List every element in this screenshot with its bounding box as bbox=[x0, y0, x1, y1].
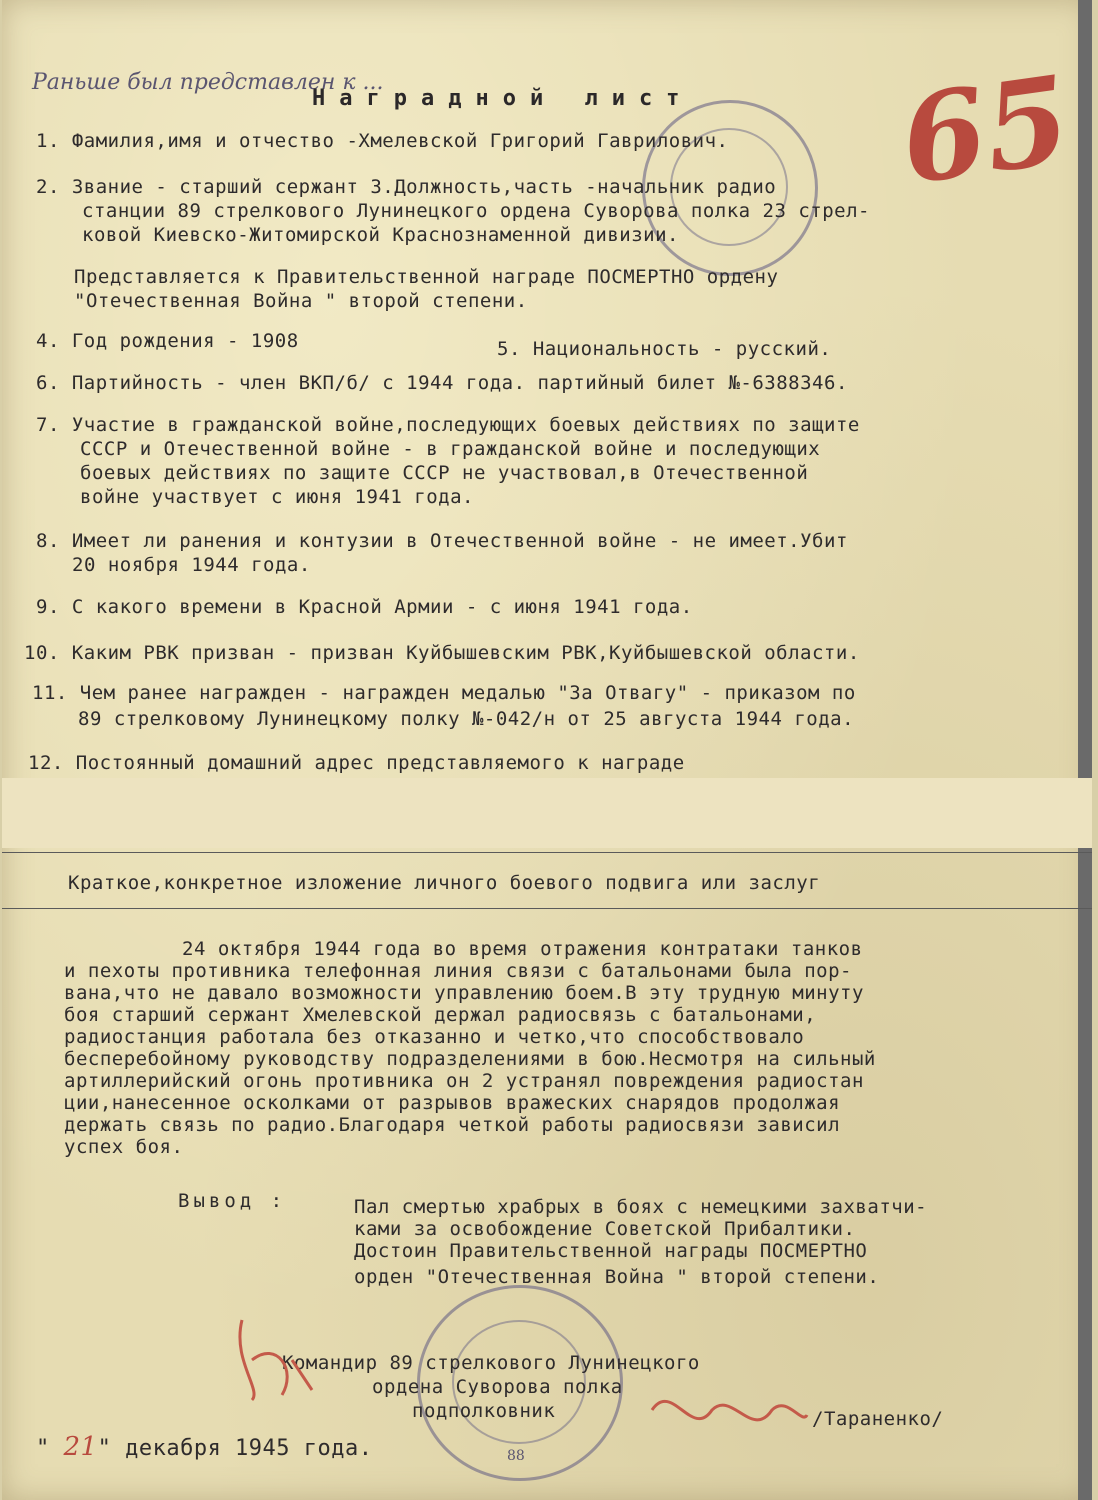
signature-line: Командир 89 стрелкового Лунинецкого bbox=[282, 1352, 700, 1374]
divider bbox=[2, 908, 1092, 909]
signature-line: ордена Суворова полка bbox=[372, 1376, 623, 1398]
handwritten-note-top: Раньше был представлен к ... bbox=[32, 70, 391, 95]
feat-line: держать связь по радио.Благодаря четкой работы радиосвязи зависил bbox=[64, 1114, 841, 1136]
document-title: Наградной лист bbox=[312, 86, 694, 111]
feat-line: боя старший сержант Хмелевской держал радиосвязь с батальонами, bbox=[64, 1004, 817, 1026]
divider bbox=[2, 852, 1092, 853]
red-signature-icon bbox=[642, 1370, 812, 1460]
field-row: станции 89 стрелкового Лунинецкого ордена Суворова полка 23 стрел- bbox=[82, 200, 870, 222]
feat-line: и пехоты противника телефонная линия связи с батальонами была пор- bbox=[64, 960, 852, 982]
field-row: 6. Партийность - член ВКП/б/ с 1944 года. партийный билет №-6388346. bbox=[36, 372, 848, 394]
field-row: 10. Каким РВК призван - призван Куйбышевским РВК,Куйбышевской области. bbox=[24, 642, 860, 664]
feat-line: ции,нанесенное осколками от разрывов вражеских снарядов продолжая bbox=[64, 1092, 841, 1114]
date-rest: декабря 1945 года. bbox=[125, 1436, 373, 1461]
field-row: боевых действиях по защите СССР не участвовал,в Отечественной bbox=[80, 462, 809, 484]
field-row: 9. С какого времени в Красной Армии - с июня 1941 года. bbox=[36, 596, 693, 618]
feat-heading: Краткое,конкретное изложение личного боевого подвига или заслуг bbox=[68, 872, 821, 894]
conclusion-label: Вывод : bbox=[178, 1190, 287, 1212]
field-row: СССР и Отечественной войне - в гражданской войне и последующих bbox=[80, 438, 821, 460]
feat-line: бесперебойному руководству подразделениями в бою.Несмотря на сильный bbox=[64, 1048, 876, 1070]
commander-name: /Тараненко/ bbox=[812, 1408, 944, 1430]
date-line: " 21" декабря 1945 года. bbox=[36, 1432, 373, 1462]
conclusion-line: ками за освобождение Советской Прибалтики. bbox=[354, 1218, 856, 1240]
signature-line: подполковник bbox=[412, 1400, 556, 1422]
feat-line: артиллерийский огонь противника он 2 устранял повреждения радиостан bbox=[64, 1070, 864, 1092]
field-row: 12. Постоянный домашний адрес представляемого к награде bbox=[28, 752, 685, 774]
field-row: 89 стрелковому Лунинецкому полку №-042/н от 25 августа 1944 года. bbox=[78, 708, 855, 730]
field-row: 2. Звание - старший сержант 3.Должность,часть -начальник радио bbox=[36, 176, 777, 198]
conclusion-line: орден "Отечественная Война " второй степени. bbox=[354, 1266, 880, 1288]
field-row: 20 ноября 1944 года. bbox=[72, 554, 311, 576]
red-signature-icon bbox=[222, 1300, 322, 1410]
conclusion-line: Пал смертью храбрых в боях с немецкими захватчи- bbox=[354, 1196, 928, 1218]
feat-line: радиостанция работала без отказанно и четко,что способствовало bbox=[64, 1026, 805, 1048]
field-row: Представляется к Правительственной награде ПОСМЕРТНО ордену bbox=[74, 266, 779, 288]
field-row: 4. Год рождения - 1908 bbox=[36, 330, 299, 352]
redacted-band bbox=[2, 778, 1092, 848]
field-row: 5. Национальность - русский. bbox=[497, 338, 832, 360]
feat-line: успех боя. bbox=[64, 1136, 184, 1158]
field-row: "Отечественная Война " второй степени. bbox=[74, 290, 528, 312]
conclusion-line: Достоин Правительственной награды ПОСМЕРТНО bbox=[354, 1240, 868, 1262]
field-row: ковой Киевско-Житомирской Краснознаменной дивизии. bbox=[82, 224, 679, 246]
field-row: 7. Участие в гражданской войне,последующих боевых действиях по защите bbox=[36, 414, 860, 436]
award-sheet bbox=[2, 0, 1092, 1500]
scan-edge bbox=[1078, 0, 1092, 1500]
date-day: 21 bbox=[63, 1432, 98, 1462]
feat-line: 24 октября 1944 года во время отражения контратаки танков bbox=[182, 938, 863, 960]
field-row: 11. Чем ранее награжден - награжден медалью "За Отвагу" - приказом по bbox=[32, 682, 856, 704]
corner-number: 65 bbox=[893, 49, 1078, 212]
field-row: 1. Фамилия,имя и отчество -Хмелевской Григорий Гаврилович. bbox=[36, 130, 729, 152]
feat-line: вана,что не давало возможности управлению боем.В эту трудную минуту bbox=[64, 982, 864, 1004]
stamp-number: 88 bbox=[507, 1448, 525, 1464]
field-row: войне участвует с июня 1941 года. bbox=[80, 486, 474, 508]
field-row: 8. Имеет ли ранения и контузии в Отечественной войне - не имеет.Убит bbox=[36, 530, 848, 552]
